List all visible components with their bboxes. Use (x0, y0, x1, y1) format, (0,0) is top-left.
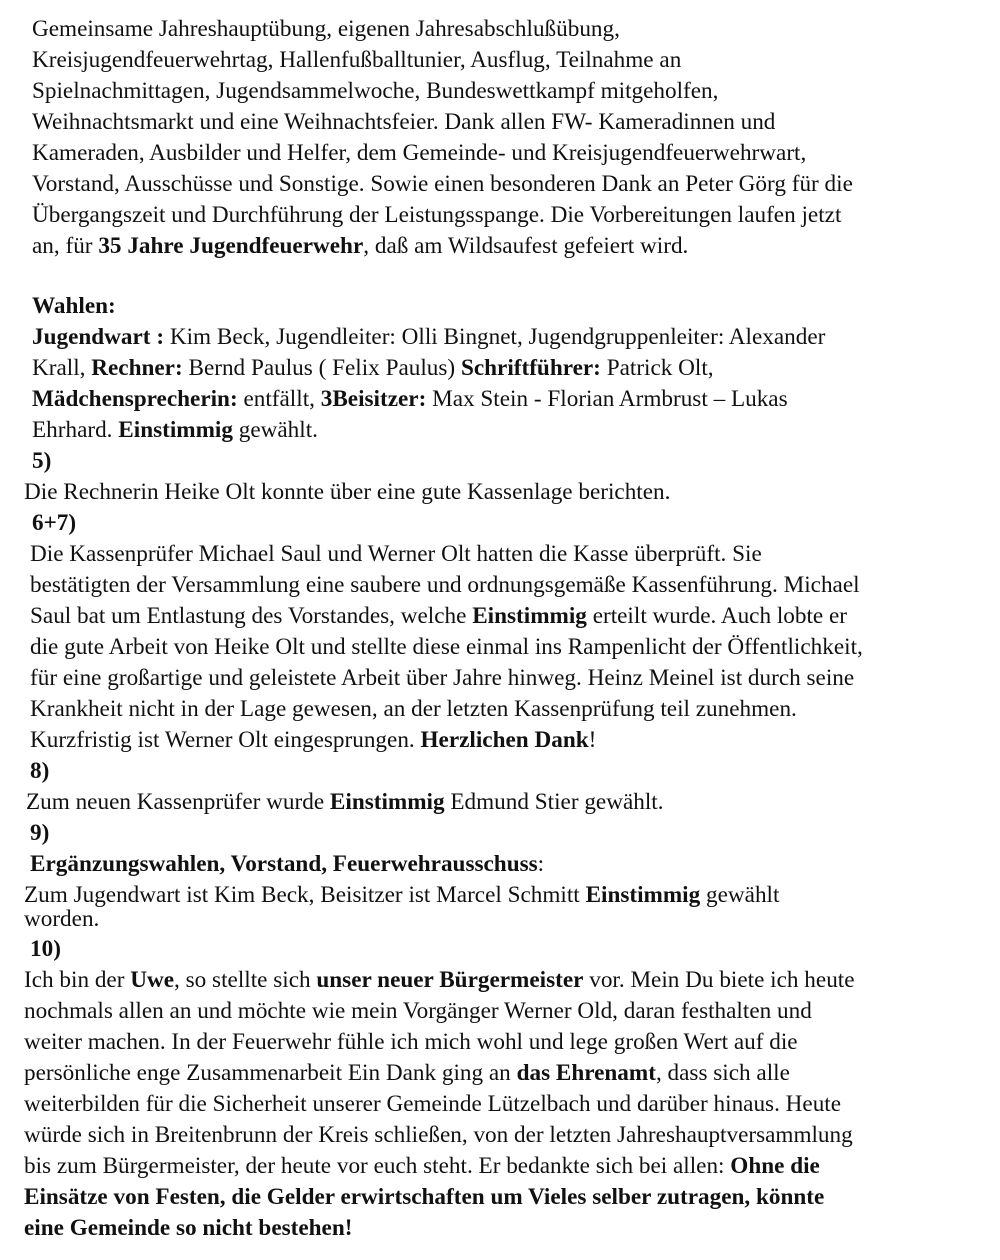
emphasis: Einstimmig (585, 882, 701, 908)
role-label: Mädchensprecherin: (32, 386, 238, 412)
text-run: erteilt wurde. Auch lobte er (586, 603, 848, 629)
section-heading: Wahlen: (32, 293, 116, 319)
text-run: Bernd Paulus ( Felix Paulus) (182, 355, 461, 381)
text-run: Edmund Stier gewählt. (444, 789, 664, 815)
text-run: gewählt (700, 882, 780, 908)
text-run: Max Stein - Florian Armbrust – Lukas (426, 386, 788, 412)
text-run: Ehrhard. (32, 417, 119, 443)
text-run: Krall, (32, 355, 92, 381)
text-line: Kreisjugendfeuerwehrtag, Hallenfußballtunier, Ausflug, Teilnahme an (32, 47, 682, 73)
text-line (30, 725, 596, 756)
text-line: Spielnachmittagen, Jugendsammelwoche, Bundeswettkampf mitgeholfen, (32, 78, 719, 104)
text-run: entfällt, (237, 386, 321, 412)
text-line: Einsätze von Festen, die Gelder erwirtschaften um Vieles selber zutragen, könnte (24, 1184, 825, 1210)
text-line: weiterbilden für die Sicherheit unserer Gemeinde Lützelbach und darüber hinaus. Heute (24, 1091, 842, 1117)
emphasis: Uwe (130, 967, 175, 993)
text-run: : (537, 851, 545, 877)
text-run: Zum Jugendwart ist Kim Beck, Beisitzer ist Marcel Schmitt (24, 882, 586, 908)
text-line (24, 1058, 790, 1089)
text-run: gewählt. (232, 417, 318, 443)
role-label: 3Beisitzer: (320, 386, 427, 412)
text-line: Die Kassenprüfer Michael Saul und Werner Olt hatten die Kasse überprüft. Sie (30, 541, 762, 567)
text-run: Saul bat um Entlastung des Vorstandes, welche (30, 603, 473, 629)
text-run: bis zum Bürgermeister, der heute vor euch steht. Er bedankte sich bei allen: (24, 1153, 731, 1179)
text-line: Kameraden, Ausbilder und Helfer, dem Gemeinde- und Kreisjugendfeuerwehrwart, (32, 140, 807, 166)
text-line: worden. (24, 906, 100, 932)
text-line: eine Gemeinde so nicht bestehen! (24, 1215, 353, 1241)
text-line (32, 353, 714, 384)
emphasis: Einstimmig (472, 603, 587, 629)
text-line: Vorstand, Ausschüsse und Sonstige. Sowie einen besonderen Dank an Peter Görg für die (32, 171, 853, 197)
text-line: Die Rechnerin Heike Olt konnte über eine gute Kassenlage berichten. (24, 479, 671, 505)
emphasis: Ohne die (730, 1153, 820, 1179)
section-heading: Ergänzungswahlen, Vorstand, Feuerwehrausschuss (30, 851, 538, 877)
text-run: Kim Beck, Jugendleiter: Olli Bingnet, Jugendgruppenleiter: Alexander (164, 324, 826, 350)
text-line (24, 880, 779, 911)
text-line (24, 1151, 820, 1182)
text-line (32, 384, 788, 415)
section-number: 9) (30, 820, 50, 846)
emphasis: Einstimmig (118, 417, 233, 443)
text-line (32, 322, 825, 353)
text-line: weiter machen. In der Feuerwehr fühle ich mich wohl und lege großen Wert auf die (24, 1029, 798, 1055)
text-line: Übergangszeit und Durchführung der Leistungsspange. Die Vorbereitungen laufen jetzt (32, 202, 842, 228)
text-run: Ich bin der (24, 967, 131, 993)
emphasis: das Ehrenamt (516, 1060, 656, 1086)
text-line: würde sich in Breitenbrunn der Kreis schließen, von der letzten Jahreshauptversammlung (24, 1122, 853, 1148)
text-line: Krankheit nicht in der Lage gewesen, an der letzten Kassenprüfung teil zunehmen. (30, 696, 797, 722)
text-line (30, 849, 544, 880)
text-line (26, 787, 664, 818)
text-run: persönliche enge Zusammenarbeit Ein Dank ging an (24, 1060, 517, 1086)
section-number: 6+7) (32, 510, 77, 536)
text-line: die gute Arbeit von Heike Olt und stellte diese einmal ins Rampenlicht der Öffentlichkeit, (30, 634, 863, 660)
text-run: , dass sich alle (655, 1060, 790, 1086)
text-run: , so stellte sich (174, 967, 317, 993)
text-run: an, für (32, 233, 99, 259)
role-label: Jugendwart : (32, 324, 165, 350)
text-line: Weihnachtsmarkt und eine Weihnachtsfeier. Dank allen FW- Kameradinnen und (32, 109, 776, 135)
text-run: ! (588, 727, 597, 753)
text-line: Gemeinsame Jahreshauptübung, eigenen Jahresabschlußübung, (32, 16, 620, 42)
text-run: vor. Mein Du biete ich heute (583, 967, 855, 993)
anniversary-highlight: 35 Jahre Jugendfeuerwehr (98, 233, 364, 259)
text-run: , daß am Wildsaufest gefeiert wird. (363, 233, 689, 259)
text-line: nochmals allen an und möchte wie mein Vorgänger Werner Old, daran festhalten und (24, 998, 812, 1024)
emphasis: unser neuer Bürgermeister (316, 967, 584, 993)
text-line: bestätigten der Versammlung eine saubere und ordnungsgemäße Kassenführung. Michael (30, 572, 860, 598)
text-run: Patrick Olt, (600, 355, 714, 381)
text-line: für eine großartige und geleistete Arbeit über Jahre hinweg. Heinz Meinel ist durch seine (30, 665, 855, 691)
section-number: 10) (30, 936, 61, 962)
text-line (30, 601, 847, 632)
text-line (32, 231, 688, 262)
text-run: Kurzfristig ist Werner Olt eingesprungen. (30, 727, 421, 753)
text-run: Zum neuen Kassenprüfer wurde (26, 789, 330, 815)
section-number: 5) (32, 448, 52, 474)
emphasis: Einstimmig (329, 789, 445, 815)
role-label: Schriftführer: (460, 355, 601, 381)
role-label: Rechner: (91, 355, 183, 381)
text-line (32, 415, 318, 446)
text-line (24, 965, 855, 996)
emphasis: Herzlichen Dank (420, 727, 589, 753)
section-number: 8) (30, 758, 50, 784)
